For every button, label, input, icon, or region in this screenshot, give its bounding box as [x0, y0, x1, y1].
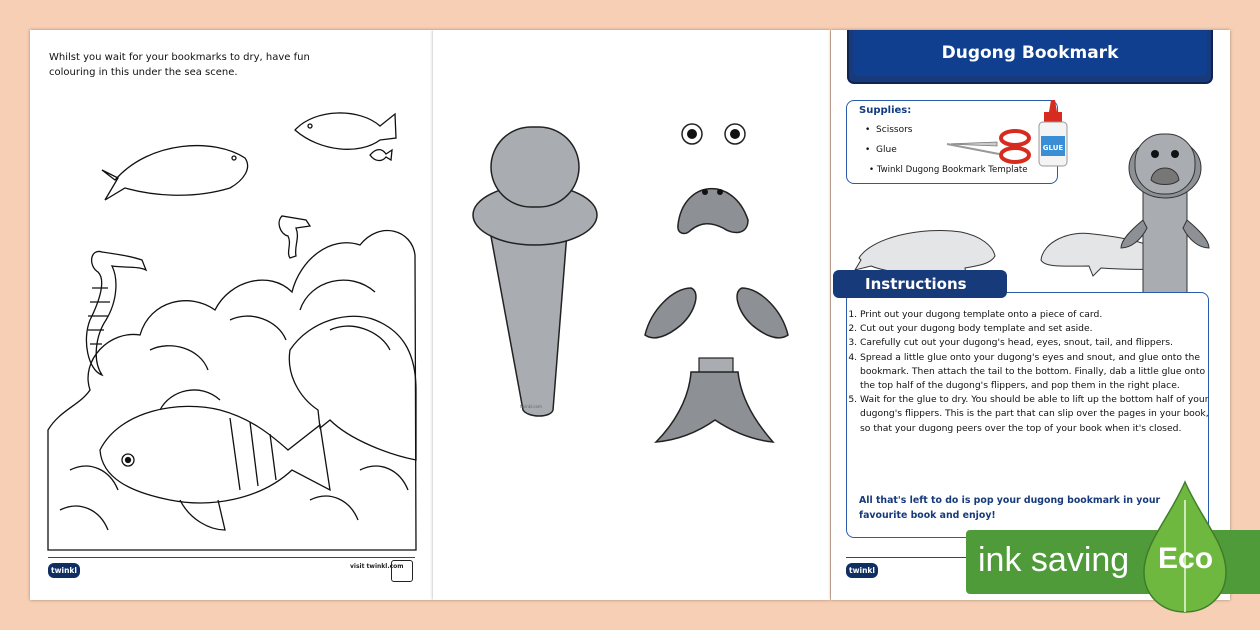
dugong-eye-right: [725, 124, 745, 144]
closing-text: All that's left to do is pop your dugong bookmark in your favourite book and enjoy!: [859, 495, 1161, 521]
instruction-steps: [843, 308, 1220, 436]
dugong-eye-left: [682, 124, 702, 144]
dugong-head-top: [491, 127, 579, 207]
page-title: Dugong Bookmark: [853, 30, 1207, 76]
ink-saving-text: ink saving: [978, 541, 1130, 579]
under-sea-scene-illustration: [30, 30, 433, 560]
dugong-flipper-left: [645, 288, 696, 338]
dugong-template-pieces: [433, 30, 830, 600]
dugong-flipper-right: [737, 288, 788, 338]
twinkl-logo: twinkl: [48, 563, 80, 578]
title-banner: [847, 30, 1213, 84]
instruction-step: 3. Carefully cut out your dugong's head, eyes, snout, tail, and flippers.: [860, 336, 1220, 350]
quality-badge-icon: [391, 560, 413, 582]
eco-label: Eco: [1158, 542, 1214, 575]
glue-label: GLUE: [1042, 144, 1064, 152]
instruction-step: 5. Wait for the glue to dry. You should be able to lift up the bottom half of your dugong's flippers. This is the part that can slip over the pages in your book, so that your dugong peers over the top of your book when it's closed.: [860, 393, 1220, 436]
instructions-heading: Instructions: [833, 270, 1007, 298]
supply-item: • Twinkl Dugong Bookmark Template: [869, 165, 1028, 175]
template-watermark: twinkl.com: [520, 404, 542, 409]
colouring-intro: Whilst you wait for your bookmarks to dry, have fun colouring in this under the sea scene.: [49, 52, 310, 78]
dugong-snout: [678, 189, 748, 234]
twinkl-logo: twinkl: [846, 563, 878, 578]
instruction-step: 1. Print out your dugong template onto a piece of card.: [860, 308, 1220, 322]
dugong-tail: [656, 372, 773, 442]
visit-link-text: visit twinkl.com: [350, 563, 404, 570]
instruction-step: 4. Spread a little glue onto your dugong's eyes and snout, and glue onto the bookmark. Then attach the tail to the bottom. Finally, dab a little glue onto the top half of the dugong's flippers, and pop them in the right place.: [860, 351, 1220, 394]
dugong-body-piece: [488, 220, 568, 416]
bookmark-template-page: [433, 30, 830, 600]
supply-item: • Scissors: [865, 125, 913, 135]
supply-item: • Glue: [865, 145, 897, 155]
footer-rule: [48, 557, 415, 558]
colouring-page: [30, 30, 433, 600]
supplies-heading: Supplies:: [859, 105, 912, 116]
instruction-step: 2. Cut out your dugong body template and set aside.: [860, 322, 1220, 336]
